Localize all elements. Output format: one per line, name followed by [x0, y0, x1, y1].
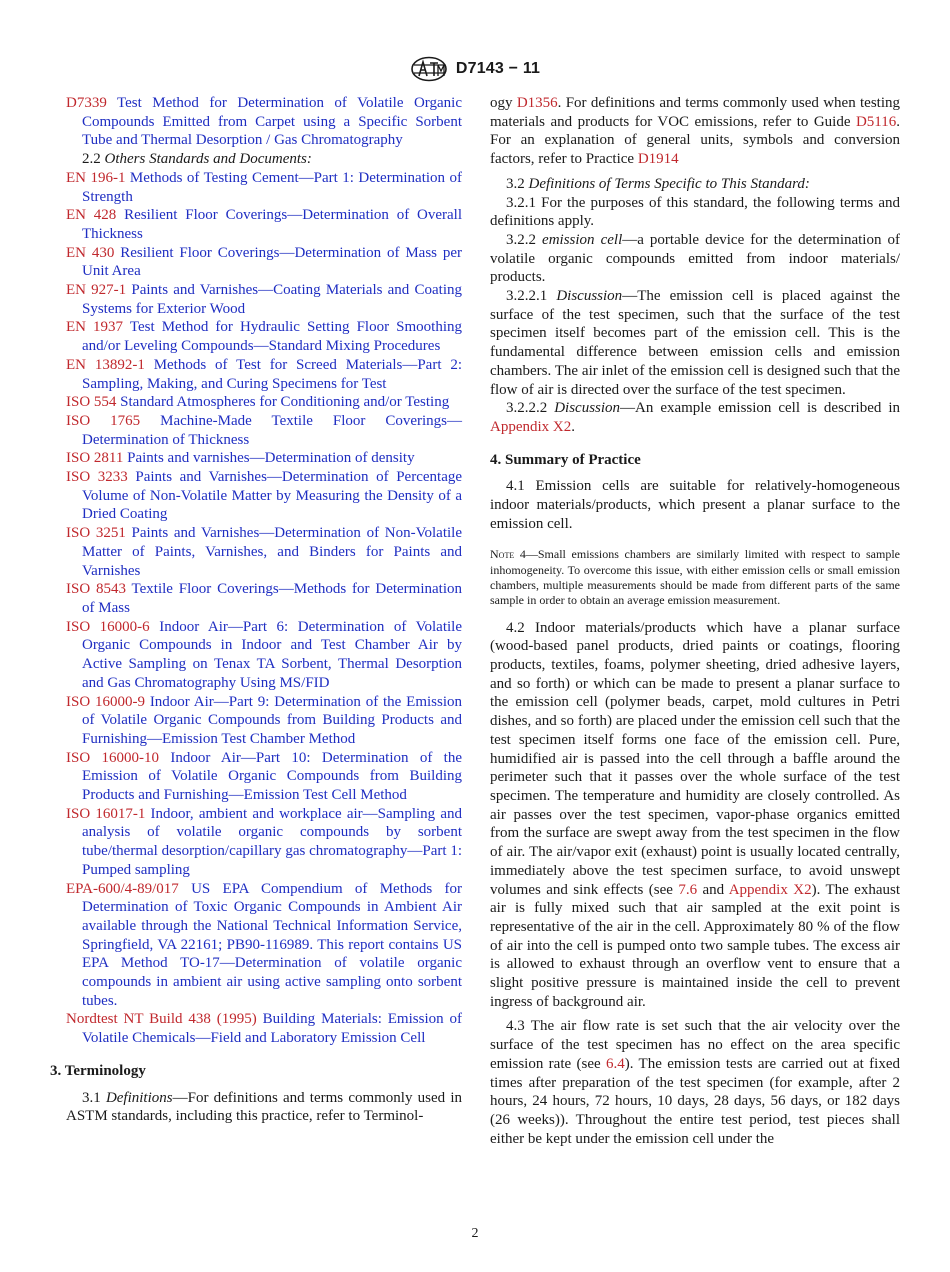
- reference-list: [66, 169, 462, 1048]
- reference-entry: [66, 169, 462, 206]
- reference-code[interactable]: ISO 3233: [66, 469, 128, 486]
- reference-title[interactable]: Resilient Floor Coverings—Determination of Overall Thickness: [82, 207, 463, 242]
- reference-title[interactable]: Indoor, ambient and workplace air—Sampling and analysis of volatile organic compounds by sorbent tube/thermal desorption/capillary gas chromatography—Part 1: Pumped sampling: [82, 805, 462, 878]
- astm-logo-icon: [410, 56, 448, 82]
- reference-code[interactable]: EN 428: [66, 207, 117, 224]
- reference-entry: [66, 244, 462, 281]
- reference-code[interactable]: EPA-600/4-89/017: [66, 880, 179, 897]
- reference-entry: [66, 356, 462, 393]
- reference-title[interactable]: Methods of Testing Cement—Part 1: Determination of Strength: [82, 169, 462, 205]
- reference-title[interactable]: Indoor Air—Part 6: Determination of Volatile Organic Compounds in Indoor and Test Chamber Air by Active Sampling on Tenax TA Sorbent, Thermal Desorption and Gas Chromatography Using MS/FID: [82, 618, 463, 691]
- page-header: [0, 56, 950, 87]
- reference-entry: [66, 393, 462, 412]
- paragraph-3-2-1: 3.2.1 For the purposes of this standard, the following terms and definitions apply.: [490, 194, 900, 230]
- reference-entry: [66, 468, 462, 524]
- reference-entry: [66, 880, 462, 1011]
- reference-entry: [66, 94, 462, 150]
- reference-title[interactable]: Paints and Varnishes—Determination of Percentage Volume of Non-Volatile Matter by Measuring the Density of a Dried Coating: [82, 469, 463, 523]
- reference-entry: [66, 1010, 462, 1047]
- reference-title[interactable]: Resilient Floor Coverings—Determination of Mass per Unit Area: [82, 244, 463, 280]
- left-column: [50, 94, 463, 1126]
- link-d1914[interactable]: D1914: [637, 151, 679, 168]
- reference-code[interactable]: D7339: [66, 95, 107, 111]
- paragraph-3-1-continued: ogy D1356. For definitions and terms commonly used when testing materials and products for VOC emissions, refer to Guide D5116. For an explanation of general units, symbols and conversion factors, refer to Practice D1914: [490, 95, 901, 168]
- subsection-2-2: 2.2 Others Standards and Documents:: [82, 151, 312, 168]
- reference-title[interactable]: Paints and Varnishes—Determination of Non-Volatile Matter of Paints, Varnishes, and Binders for Paints and Varnishes: [82, 525, 463, 579]
- paragraph-3-2-2: 3.2.2 emission cell—a portable device for the determination of volatile organic compounds emitted from indoor materials/ products.: [490, 231, 901, 286]
- note-4: Note 4—Small emissions chambers are similarly limited with respect to sample inhomogeneity. To overcome this issue, with either emission cells or small emission chambers, multiple measurements should be made from different parts of the same sample in order to obtain an average emission measurement.: [490, 547, 901, 608]
- paragraph-3-2-2-2: 3.2.2.2 Discussion—An example emission cell is described in Appendix X2.: [490, 400, 900, 435]
- reference-title[interactable]: Test Method for Determination of Volatile Organic Compounds Emitted from Carpet using a Specific Sorbent Tube and Thermal Desorption / Gas Chromatography: [82, 95, 462, 149]
- reference-code[interactable]: ISO 16017-1: [66, 805, 146, 822]
- paragraph-3-1: 3.1 Definitions—For definitions and terms commonly used in ASTM standards, including this practice, refer to Terminol-: [66, 1089, 462, 1125]
- reference-code[interactable]: ISO 554: [66, 394, 117, 411]
- reference-code[interactable]: EN 1937: [66, 319, 124, 336]
- reference-code[interactable]: EN 927-1: [66, 282, 127, 299]
- reference-title[interactable]: Building Materials: Emission of Volatile Chemicals—Field and Laboratory Emission Cell: [82, 1011, 462, 1047]
- link-6-4[interactable]: 6.4: [605, 1055, 625, 1072]
- reference-title[interactable]: Machine-Made Textile Floor Coverings—Determination of Thickness: [82, 412, 463, 448]
- page-number: 2: [471, 1226, 479, 1241]
- paragraph-4-3: 4.3 The air flow rate is set such that the air velocity over the surface of the test specimen has no effect on the area specific emission rate (see 6.4). The emission tests are carried out at fixed times after preparation of the test specimen (for example, after 2 hours, 24 hours, 72 hours, 10 days, 28 days, 56 days, or 182 days (26 weeks)). Throughout the entire test period, test pieces shall either be kept under the emission cell under the: [490, 1018, 900, 1147]
- reference-entry: [66, 281, 462, 318]
- reference-entry: [66, 749, 462, 805]
- section-4-title: 4. Summary of Practice: [490, 451, 641, 468]
- link-appendix-x2[interactable]: Appendix X2: [490, 418, 572, 435]
- reference-title[interactable]: Test Method for Hydraulic Setting Floor Smoothing and/or Leveling Compounds—Standard Mixing Procedures: [82, 319, 462, 355]
- reference-title[interactable]: Paints and Varnishes—Coating Materials and Coating Systems for Exterior Wood: [82, 282, 462, 317]
- reference-entry: [66, 449, 462, 468]
- reference-code[interactable]: ISO 16000-9: [66, 693, 145, 710]
- paragraph-3-2-2-1: 3.2.2.1 Discussion—The emission cell is placed against the surface of the test specimen, such that the surface of the test specimen itself becomes part of the emission cell. This is the fundamental difference between emission cells and emission chambers. The air inlet of the emission cell is designed such that the flow of air is directed over the surface of the test specimen.: [490, 288, 901, 398]
- reference-code[interactable]: ISO 8543: [66, 581, 126, 598]
- reference-title[interactable]: Methods of Test for Screed Materials—Part 2: Sampling, Making, and Curing Specimens for Test: [82, 356, 463, 392]
- reference-title[interactable]: US EPA Compendium of Methods for Determination of Toxic Organic Compounds in Ambient Air available through the National Technical Information Service, Springfield, VA 22161; PB90-116989. This report contains US EPA Method TO-17—Determination of volatile organic compounds in ambient air using active sampling onto sorbent tubes.: [82, 880, 462, 1009]
- reference-code[interactable]: Nordtest NT Build 438 (1995): [66, 1011, 257, 1028]
- reference-code[interactable]: ISO 1765: [66, 412, 141, 429]
- reference-code[interactable]: ISO 16000-6: [66, 618, 150, 635]
- reference-entry: [66, 580, 462, 617]
- reference-title[interactable]: Paints and varnishes—Determination of density: [127, 450, 415, 467]
- reference-entry: [66, 412, 462, 449]
- link-d5116[interactable]: D5116: [855, 113, 897, 130]
- reference-title[interactable]: Textile Floor Coverings—Methods for Determination of Mass: [82, 581, 462, 616]
- reference-title[interactable]: Standard Atmospheres for Conditioning and/or Testing: [120, 394, 450, 411]
- link-d1356[interactable]: D1356: [516, 95, 558, 111]
- reference-title[interactable]: Indoor Air—Part 9: Determination of the Emission of Volatile Organic Compounds from Building Products and Furnishing—Emission Test Chamber Method: [82, 693, 462, 747]
- reference-entry: [66, 805, 462, 880]
- reference-code[interactable]: EN 196-1: [66, 169, 126, 186]
- reference-title[interactable]: Indoor Air—Part 10: Determination of the Emission of Volatile Organic Compounds from Building Products and Furnishing—Emission Test Cell Method: [82, 749, 463, 804]
- link-7-6[interactable]: 7.6: [678, 881, 698, 898]
- paragraph-4-2: 4.2 Indoor materials/products which have a planar surface (wood-based panel products, dried paints or coatings, flooring products, textiles, foams, polymer sheeting, dried adhesive layers, and so forth) or which can be made to present a planar surface to the emission cell (polymer beads, carpet, mold cultures in Petri dishes, and so forth) are placed under the emission cell such that the test specimen itself forms one face of the emission cell. Pure, humidified air is passed into the cell through a baffle around the perimeter such that it passes over the whole surface of the test specimen. The temperature and humidity are closely controlled. As air passes over the test specimen, vapor-phase organics emitted from the surface are swept away from the test specimen in the flow of air. The air/vapor exit (exhaust) point is usually located centrally, immediately above the test specimen surface, to avoid unswept volumes and sink effects (see 7.6 and Appendix X2). The exhaust air is fully mixed such that air sampled at the exit point is representative of the air in the cell. Approximately 80 % of the flow of air into the cell is pumped onto two sample tubes. The excess air is allowed to exhaust through an overflow vent to ensure that a slight positive pressure is maintained inside the cell to prevent ingress of background air.: [490, 619, 900, 1010]
- paragraph-3-2: 3.2 Definitions of Terms Specific to This Standard:: [506, 175, 810, 192]
- reference-entry: [66, 318, 462, 355]
- reference-entry: [66, 524, 462, 580]
- paragraph-4-1: 4.1 Emission cells are suitable for relatively-homogeneous indoor materials/products, which present a planar surface to the emission cell.: [490, 478, 900, 532]
- link-appendix-x2[interactable]: Appendix X2: [728, 881, 812, 898]
- reference-code[interactable]: ISO 16000-10: [66, 749, 160, 766]
- reference-entry: [66, 693, 462, 749]
- reference-code[interactable]: EN 430: [66, 244, 115, 261]
- reference-code[interactable]: ISO 3251: [66, 525, 126, 542]
- section-3-title: 3. Terminology: [50, 1062, 146, 1079]
- reference-code[interactable]: EN 13892-1: [66, 356, 145, 373]
- document-designation: D7143 − 11: [455, 60, 541, 77]
- reference-entry: [66, 618, 462, 693]
- reference-code[interactable]: ISO 2811: [66, 450, 124, 467]
- right-column: [490, 94, 900, 1148]
- reference-entry: [66, 206, 462, 243]
